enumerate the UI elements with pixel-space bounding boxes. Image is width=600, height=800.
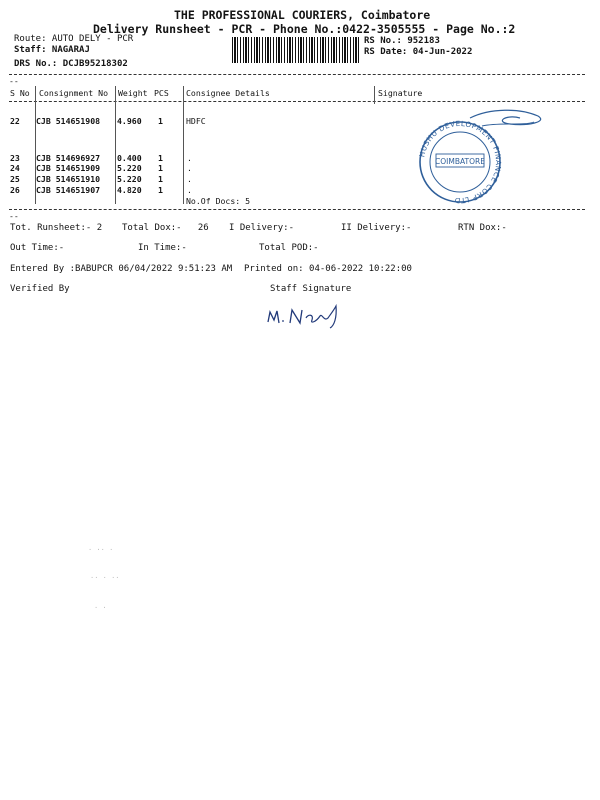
row-weight: 5.220	[117, 163, 142, 173]
row-consignee: .	[187, 185, 192, 195]
row-weight: 4.820	[117, 185, 142, 195]
company-title: THE PROFESSIONAL COURIERS, Coimbatore	[174, 8, 431, 22]
total-pod: Total POD:-	[259, 243, 319, 253]
out-time: Out Time:-	[10, 243, 65, 253]
table-bottom-rule	[9, 209, 585, 210]
no-of-docs: No.Of Docs: 5	[186, 196, 251, 206]
rs-date: RS Date: 04-Jun-2022	[364, 47, 473, 57]
scan-speck: ·· · ··	[90, 574, 120, 582]
route-text: Route: AUTO DELY - PCR	[14, 34, 134, 44]
scan-speck: · ·	[94, 604, 107, 612]
in-time: In Time:-	[138, 243, 187, 253]
ii-delivery: II Delivery:-	[341, 223, 412, 233]
col-header-weight: Weight	[118, 88, 148, 98]
staff-signature-label: Staff Signature	[270, 284, 352, 294]
col-divider	[115, 86, 116, 204]
row-weight: 0.400	[117, 153, 142, 163]
row-consignee: .	[187, 153, 192, 163]
stamp-center-text: COIMBATORE	[435, 157, 485, 166]
handwritten-signature-icon	[262, 296, 352, 332]
i-delivery: I Delivery:-	[229, 223, 295, 233]
verified-by: Verified By	[10, 284, 70, 294]
row-consignee: .	[187, 174, 192, 184]
row-consignee: .	[187, 163, 192, 173]
col-header-pcs: PCS	[154, 88, 169, 98]
scan-speck: · ·· ·	[88, 546, 114, 554]
row-weight: 4.960	[117, 116, 142, 126]
row-pcs: 1	[158, 174, 163, 184]
row-consignment: CJB 514651909	[36, 163, 101, 173]
col-divider	[374, 86, 375, 104]
row-sno: 23	[10, 153, 20, 163]
col-header-signature: Signature	[378, 88, 423, 98]
rtn-dox: RTN Dox:-	[458, 223, 507, 233]
row-pcs: 1	[158, 116, 163, 126]
row-weight: 5.220	[117, 174, 142, 184]
row-consignee: HDFC	[186, 116, 206, 126]
row-pcs: 1	[158, 185, 163, 195]
entered-by: Entered By :BABUPCR 06/04/2022 9:51:23 AM	[10, 264, 233, 274]
row-sno: 24	[10, 163, 20, 173]
col-header-sno: S No	[10, 88, 30, 98]
stamp-icon	[410, 104, 560, 204]
row-sno: 25	[10, 174, 20, 184]
col-divider	[183, 86, 184, 204]
total-dox: Total Dox:- 26	[122, 223, 209, 233]
rs-number: RS No.: 952183	[364, 36, 440, 46]
dash-fragment: --	[9, 76, 19, 86]
row-consignment: CJB 514696927	[36, 153, 101, 163]
table-top-rule	[9, 74, 585, 75]
printed-on: Printed on: 04-06-2022 10:22:00	[244, 264, 412, 274]
stamp-ring-text: HUSHU DEVELOPMENT FINANCE CORP LTD	[417, 118, 504, 204]
runsheet-subtitle: Delivery Runsheet - PCR - Phone No.:0422-3505555 - Page No.:2	[93, 22, 516, 36]
row-consignment: CJB 514651907	[36, 185, 101, 195]
drs-number: DRS No.: DCJB95218302	[14, 59, 128, 69]
row-pcs: 1	[158, 153, 163, 163]
col-header-consignee: Consignee Details	[186, 88, 270, 98]
row-sno: 22	[10, 116, 20, 126]
staff-text: Staff: NAGARAJ	[14, 45, 90, 55]
header-rule	[9, 101, 585, 102]
barcode	[232, 37, 360, 63]
col-header-consignment: Consignment No	[39, 88, 109, 98]
tot-runsheet: Tot. Runsheet:- 2	[10, 223, 103, 233]
dash-fragment: --	[9, 211, 19, 221]
row-pcs: 1	[158, 163, 163, 173]
row-sno: 26	[10, 185, 20, 195]
row-consignment: CJB 514651908	[36, 116, 101, 126]
row-consignment: CJB 514651910	[36, 174, 101, 184]
